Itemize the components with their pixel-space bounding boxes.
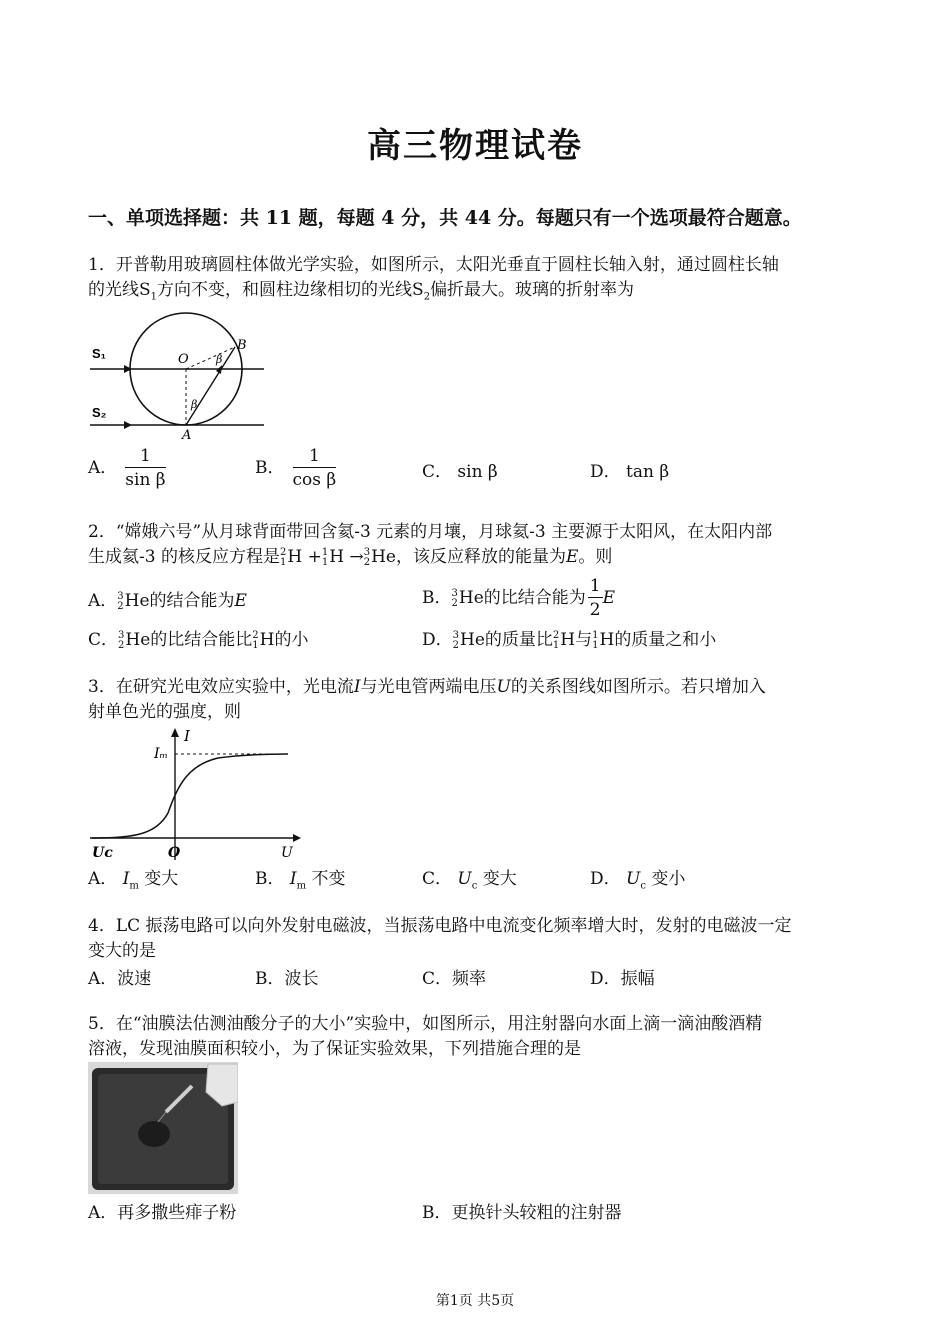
q3-option-b[interactable]: B． $I_m$ 不变 <box>255 869 346 892</box>
q1-option-b[interactable]: B． $\frac{1}{\text{cos β}}$ <box>255 446 337 490</box>
fig-label-u: U <box>281 845 293 861</box>
q1-option-a[interactable]: A． $\frac{1}{\text{sin β}}$ <box>88 446 166 490</box>
fig-label-s1: S₁ <box>92 346 107 361</box>
section-heading: 一、单项选择题：共 11 题，每题 4 分，共 44 分。每题只有一个选项最符合题意。 <box>88 207 802 229</box>
question-4-stem <box>88 914 868 964</box>
q2-line-1: 2．“嫦娥六号”从月球背面带回含氦-3 元素的月壤，月球氦-3 主要源于太阳风，在太阳内部 <box>88 522 773 542</box>
q2-option-a[interactable]: A． 3 2 He的结合能为E <box>88 590 247 612</box>
fig-label-o: O <box>178 352 189 367</box>
q5-oil-film-photo <box>88 1062 238 1194</box>
fig-label-beta-bottom: β <box>191 398 198 411</box>
q3-option-c[interactable]: C． $U_c$ 变大 <box>422 869 517 892</box>
q3-option-d[interactable]: D． $U_c$ 变小 <box>590 869 686 892</box>
q1-option-d[interactable]: D． tan β <box>590 462 670 482</box>
page-title: 高三物理试卷 <box>367 126 583 166</box>
question-5-stem <box>88 1012 868 1062</box>
q1-cylinder-figure <box>88 305 268 445</box>
question-3-stem <box>88 675 868 725</box>
fig-label-beta-top: β <box>216 353 223 366</box>
q3-line-1: 3．在研究光电效应实验中，光电流I与光电管两端电压U的关系图线如图所示。若只增加入 <box>88 677 766 697</box>
q4-option-b[interactable]: B．波长 <box>255 969 319 989</box>
q2-option-b[interactable]: B． 3 2 He的比结合能为 $\frac{1}{2}$ E <box>422 576 616 620</box>
q4-option-c[interactable]: C．频率 <box>422 969 487 989</box>
q2-line-2: 生成氦-3 的核反应方程是 2 1 H + 1 1 H → 3 2 He，该反应释放的能量为E。则 <box>88 546 613 568</box>
q4-line-1: 4．LC 振荡电路可以向外发射电磁波，当振荡电路中电流变化频率增大时，发射的电磁波一定 <box>88 916 792 936</box>
q1-line-2: 的光线$S_1$方向不变，和圆柱边缘相切的光线$S_2$偏折最大。玻璃的折射率为 <box>88 280 635 303</box>
fig-label-s2: S₂ <box>92 405 107 420</box>
q3-line-2: 射单色光的强度，则 <box>88 702 241 722</box>
page-footer: 第1页 共5页 <box>435 1293 515 1309</box>
q5-line-1: 5．在“油膜法估测油酸分子的大小”实验中，如图所示，用注射器向水面上滴一滴油酸酒精 <box>88 1014 763 1034</box>
q1-option-c[interactable]: C． sin β <box>422 462 498 482</box>
q5-option-b[interactable]: B．更换针头较粗的注射器 <box>422 1203 622 1223</box>
q2-option-c[interactable]: C． 3 2 He的比结合能比 2 1 H的小 <box>88 629 309 651</box>
q2-option-d[interactable]: D． 3 2 He的质量比 2 1 H与 1 1 H的质量之和小 <box>422 629 717 651</box>
fig-label-im: Iₘ <box>154 746 169 762</box>
q3-option-a[interactable]: A． $I_m$ 变大 <box>88 869 179 892</box>
q3-iv-curve-figure <box>88 725 303 863</box>
fig-label-uc: Uᴄ <box>92 845 113 861</box>
question-1-stem <box>88 253 868 309</box>
q5-option-a[interactable]: A．再多撒些痱子粉 <box>88 1203 237 1223</box>
fig-label-i: I <box>184 727 190 745</box>
question-2-stem <box>88 520 868 570</box>
fig-label-b: B <box>237 338 247 353</box>
fig-label-a: A <box>182 428 192 443</box>
q1-line-1: 1．开普勒用玻璃圆柱体做光学实验，如图所示，太阳光垂直于圆柱长轴入射，通过圆柱长轴 <box>88 255 779 275</box>
q4-line-2: 变大的是 <box>88 941 156 961</box>
q4-option-a[interactable]: A．波速 <box>88 969 152 989</box>
fig-label-o: O <box>168 845 181 861</box>
q5-line-2: 溶液，发现油膜面积较小，为了保证实验效果，下列措施合理的是 <box>88 1039 581 1059</box>
q4-option-d[interactable]: D．振幅 <box>590 969 655 989</box>
